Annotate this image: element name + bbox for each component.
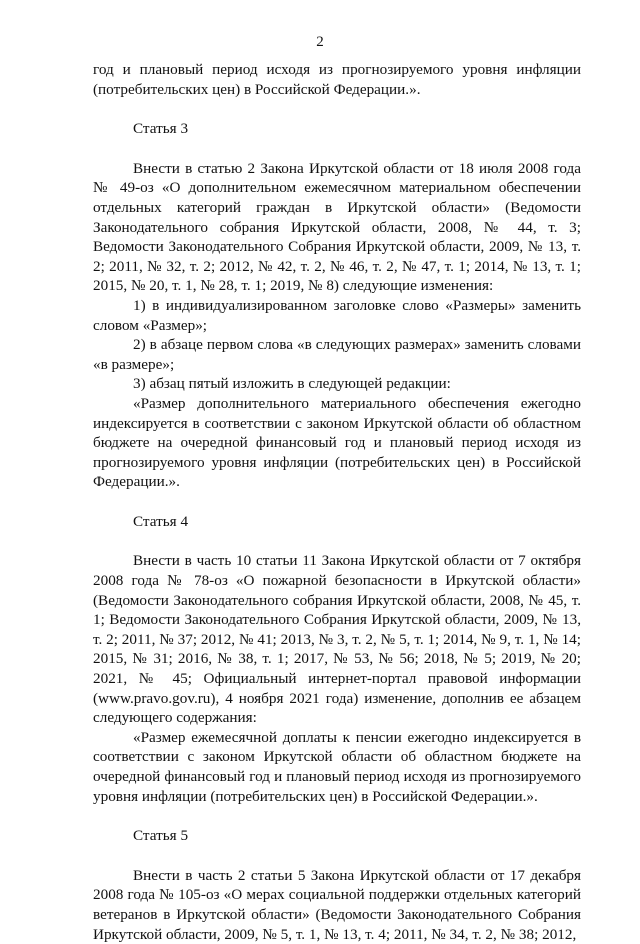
body-paragraph: Внести в статью 2 Закона Иркутской области от 18 июля 2008 года № 49-оз «О дополнительном ежемесячном материальном обеспечении отдельных категорий граждан в Иркутской области» (Ведомости Законодательного собрания Иркутской области, 2008, № 44, т. 3; Ведомости Законодательного Собрания Иркутской области, 2009, № 13, т. 2; 2011, № 32, т. 2; 2012, № 42, т. 2, № 46, т. 2, № 47, т. 1; 2014, № 13, т. 1; 2015, № 20, т. 1, № 28, т. 1; 2019, № 8) следующие изменения: bbox=[93, 159, 581, 295]
paragraph-spacer bbox=[93, 492, 581, 512]
page-number: 2 bbox=[316, 34, 324, 50]
paragraph-spacer bbox=[93, 846, 581, 866]
body-paragraph: 3) абзац пятый изложить в следующей редакции: bbox=[133, 375, 451, 393]
paragraph-spacer bbox=[93, 531, 581, 551]
body-paragraph: 1) в индивидуализированном заголовке слово «Размеры» заменить словом «Размер»; bbox=[93, 296, 581, 334]
article-heading: Статья 3 bbox=[133, 120, 189, 138]
paragraph-spacer bbox=[93, 139, 581, 159]
article-heading: Статья 4 bbox=[133, 512, 189, 530]
body-paragraph: год и плановый период исходя из прогнозируемого уровня инфляции (потребительских цен) в Российской Федерации.». bbox=[93, 61, 581, 98]
body-paragraph: Внести в часть 2 статьи 5 Закона Иркутской области от 17 декабря 2008 года № 105-оз «О мерах социальной поддержки отдельных категорий ветеранов в Иркутской области» (Ведомости Законодательного Собрания Иркутской области, 2009, № 5, т. 1, № 13, т. 4; 2011, № 34, т. 2, № 38; 2012, bbox=[93, 866, 581, 943]
document-body bbox=[93, 60, 581, 944]
body-paragraph: Внести в часть 10 статьи 11 Закона Иркутской области от 7 октября 2008 года № 78-оз «О пожарной безопасности в Иркутской области» (Ведомости Законодательного собрания Иркутской области, 2008, № 45, т. 1; Ведомости Законодательного Собрания Иркутской области, 2009, № 13, т. 2; 2011, № 37; 2012, № 41; 2013, № 3, т. 2, № 5, т. 1; 2014, № 9, т. 1, № 14; 2015, № 31; 2016, № 38, т. 1; 2017, № 53, № 56; 2018, № 5; 2019, № 20; 2021, № 45; Официальный интернет-портал правовой информации (www.pravo.gov.ru), 4 ноября 2021 года) изменение, дополнив ее абзацем следующего содержания: bbox=[93, 552, 581, 727]
body-paragraph: 2) в абзаце первом слова «в следующих размерах» заменить словами «в размере»; bbox=[93, 336, 581, 373]
paragraph-spacer bbox=[93, 806, 581, 826]
article-heading: Статья 5 bbox=[133, 827, 189, 845]
body-paragraph: «Размер ежемесячной доплаты к пенсии ежегодно индексируется в соответствии с законом Иркутской области об областном бюджете на очередной финансовый год и плановый период исходя из прогнозируемого уровня инфляции (потребительских цен) в Российской Федерации.». bbox=[93, 728, 581, 805]
body-paragraph: «Размер дополнительного материального обеспечения ежегодно индексируется в соответствии с законом Иркутской области об областном бюджете на очередной финансовый год и плановый период исходя из прогнозируемого уровня инфляции (потребительских цен) в Российской Федерации.». bbox=[93, 394, 581, 491]
paragraph-spacer bbox=[93, 99, 581, 119]
